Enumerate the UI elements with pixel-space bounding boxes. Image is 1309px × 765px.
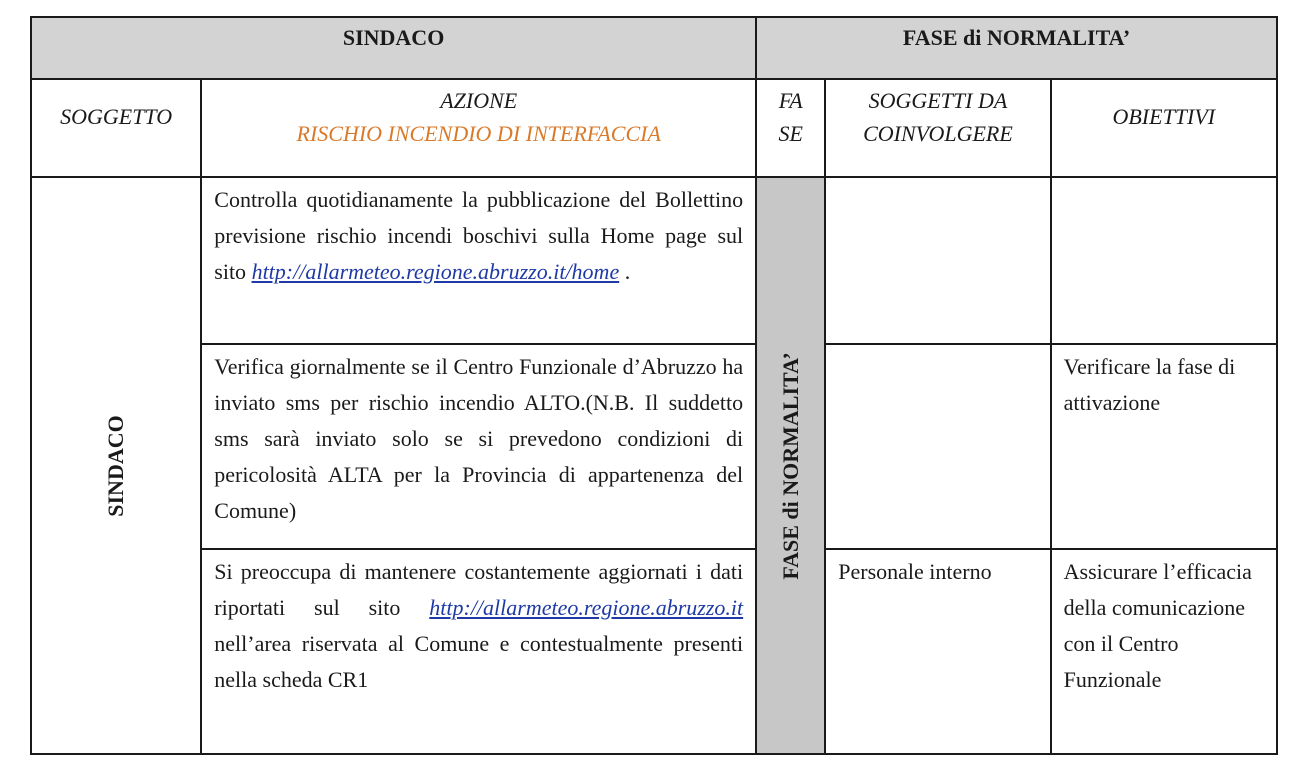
obiettivi-1: [1052, 178, 1276, 182]
header-sindaco-cell: [31, 17, 756, 79]
obiettivi-cell: [1051, 344, 1277, 549]
azione-1-tail: .: [624, 259, 631, 284]
column-header-row: [31, 79, 1277, 177]
col-header-soggetti-line2: COINVOLGERE: [863, 121, 1013, 146]
azione-cell: [201, 344, 756, 549]
soggetti-2: [826, 345, 1049, 349]
obiettivi-3: Assicurare l’efficacia della comunicazione con il Centro Funzionale: [1063, 559, 1252, 692]
azione-text-2: Verifica giornalmente se il Centro Funzionale d’Abruzzo ha inviato sms per rischio incendio ALTO.(N.B. Il suddetto sms sarà inviato solo se si prevedono condizioni di pericolosità ALTA per la Provincia di appartenenza del Comune): [214, 354, 744, 523]
procedure-table: [30, 16, 1278, 755]
header-fase-cell: [756, 17, 1277, 79]
col-header-azione: [201, 79, 756, 177]
col-header-soggetti: [825, 79, 1050, 177]
header-sindaco: SINDACO: [342, 25, 445, 50]
col-header-soggetto-label: SOGGETTO: [60, 104, 173, 129]
obiettivi-2: Verificare la fase di attivazione: [1063, 354, 1236, 415]
risk-type-label: RISCHIO INCENDIO DI INTERFACCIA: [296, 121, 661, 146]
fase-cell: [756, 177, 825, 754]
azione-3-tail: nell’area riservata al Comune e contestualmente presenti nella scheda CR1: [214, 631, 744, 692]
col-header-soggetto: [31, 79, 201, 177]
soggetto-cell: [31, 177, 201, 754]
fase-label: FASE di NORMALITA’: [777, 351, 803, 580]
col-header-fase: [756, 79, 825, 177]
col-header-azione-label: AZIONE: [440, 88, 518, 113]
bollettino-link[interactable]: http://allarmeteo.regione.abruzzo.it/home: [251, 259, 620, 284]
soggetti-3: Personale interno: [838, 559, 992, 584]
obiettivi-cell: [1051, 549, 1277, 754]
header-fase: FASE di NORMALITA’: [902, 25, 1131, 50]
col-header-obiettivi-label: OBIETTIVI: [1112, 104, 1216, 129]
area-riservata-link[interactable]: http://allarmeteo.regione.abruzzo.it: [429, 595, 744, 620]
azione-cell: [201, 177, 756, 344]
azione-text-3: [202, 550, 755, 698]
table-row: [31, 177, 1277, 344]
soggetti-cell: [825, 549, 1050, 754]
table-row: [31, 549, 1277, 754]
table-header-row: [31, 17, 1277, 79]
azione-cell: [201, 549, 756, 754]
azione-text-1: [202, 178, 755, 290]
col-header-fase-line1: FA: [778, 88, 803, 113]
col-header-soggetti-line1: SOGGETTI DA: [868, 88, 1008, 113]
azione-1-text: Controlla quotidianamente la pubblicazione del Bollettino previsione rischio incendi boschivi sulla Home page sul sito: [214, 187, 744, 284]
soggetti-cell: [825, 177, 1050, 344]
soggetti-1: [826, 178, 1049, 182]
table-row: [31, 344, 1277, 549]
soggetto-label: SINDACO: [103, 414, 129, 517]
col-header-fase-line2: SE: [778, 121, 803, 146]
obiettivi-cell: [1051, 177, 1277, 344]
col-header-obiettivi: [1051, 79, 1277, 177]
azione-3-text: Si preoccupa di mantenere costantemente aggiornati i dati riportati sul sito: [214, 559, 744, 620]
soggetti-cell: [825, 344, 1050, 549]
